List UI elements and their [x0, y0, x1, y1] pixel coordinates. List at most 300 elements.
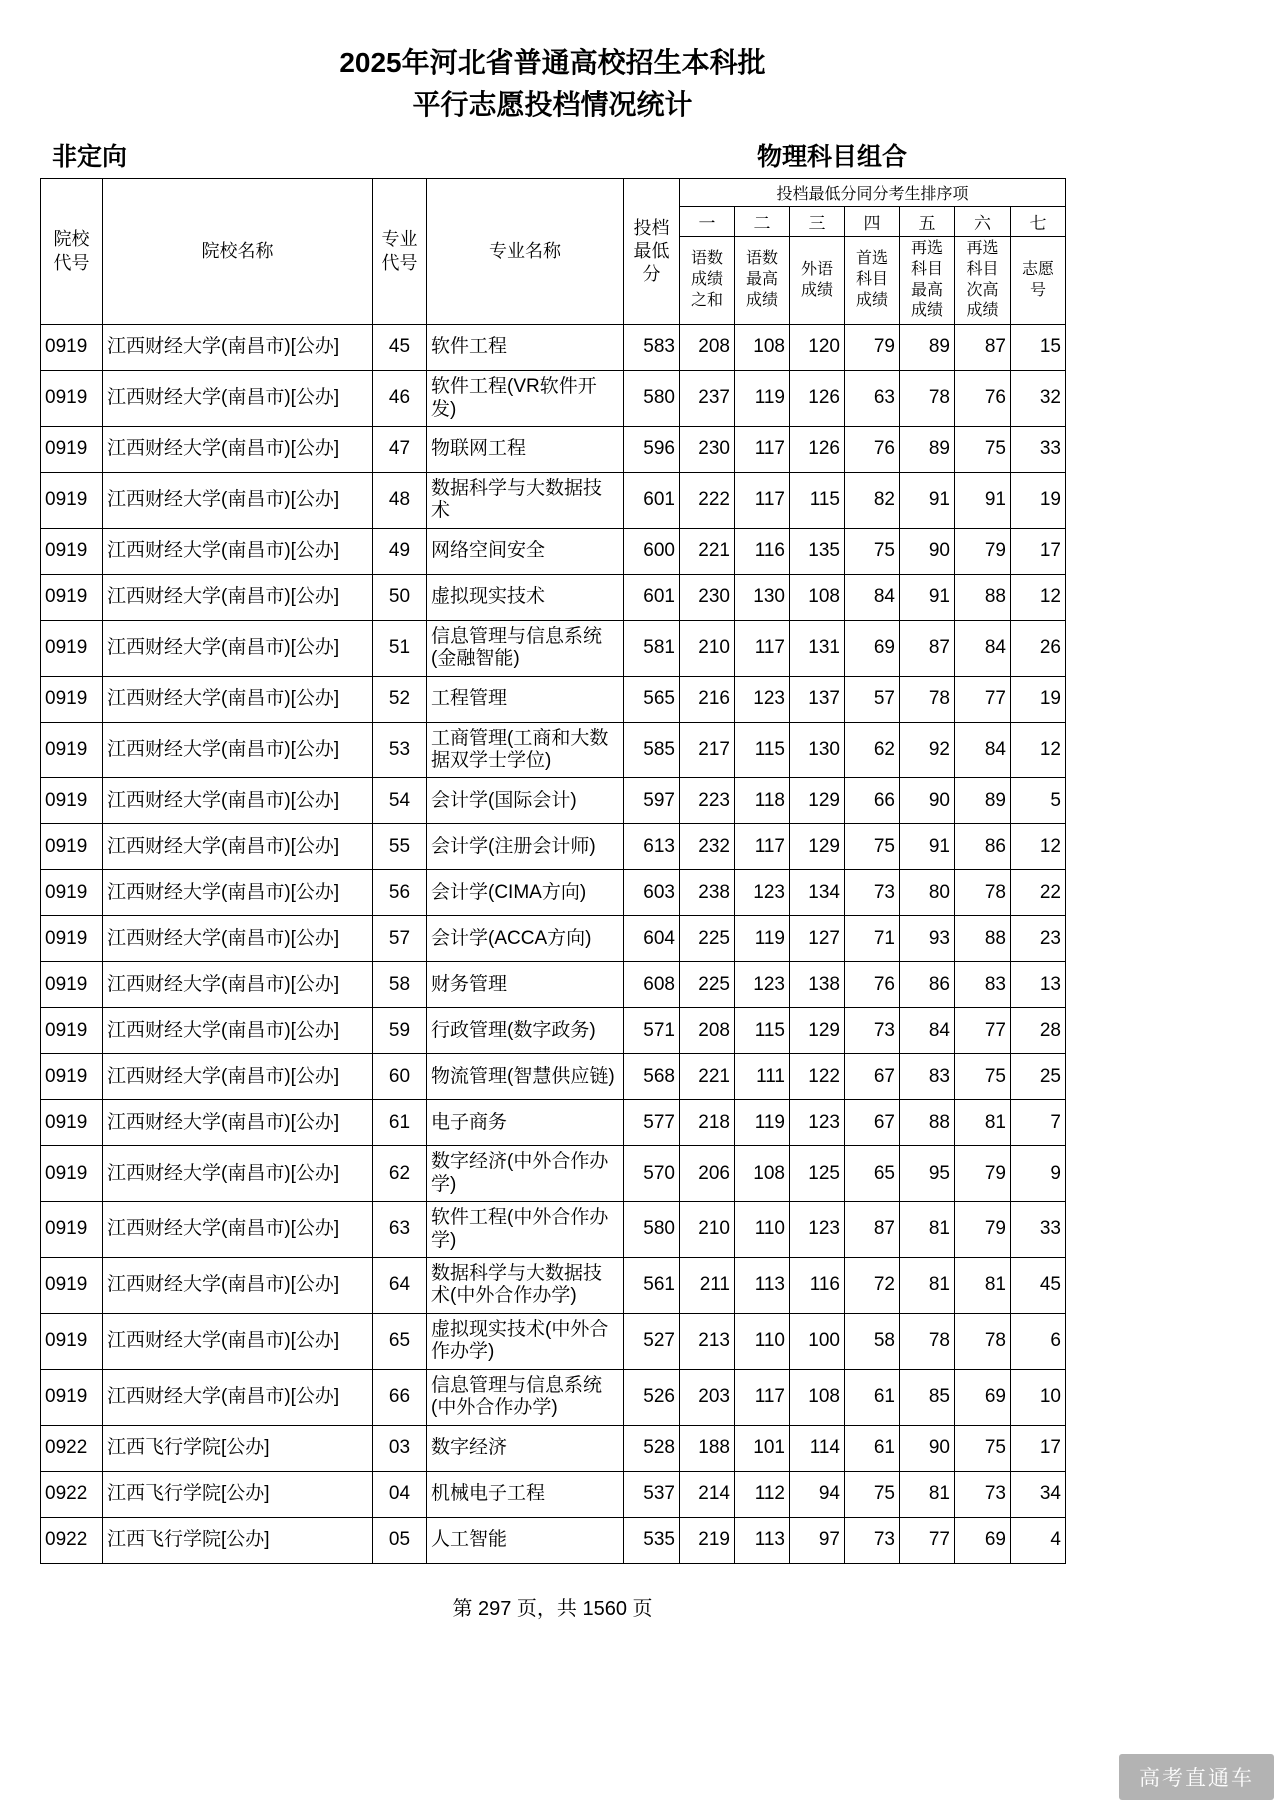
major-code-cell: 50 — [373, 574, 427, 620]
tiebreak-cell-3: 123 — [790, 1202, 845, 1258]
header-college-code: 院校 代号 — [41, 179, 103, 325]
page-title — [40, 42, 1065, 126]
table-row — [41, 528, 1066, 574]
tiebreak-cell-5: 91 — [900, 824, 955, 870]
tiebreak-cell-6: 91 — [955, 473, 1011, 529]
college-name-cell: 江西财经大学(南昌市)[公办] — [103, 1100, 373, 1146]
tiebreak-cell-1: 223 — [680, 778, 735, 824]
major-name-cell: 软件工程 — [427, 325, 624, 371]
major-name-cell: 物流管理(智慧供应链) — [427, 1054, 624, 1100]
header-min-score: 投档 最低 分 — [624, 179, 680, 325]
min-score-cell: 585 — [624, 722, 680, 778]
tiebreak-cell-3: 100 — [790, 1313, 845, 1369]
tiebreak-cell-6: 88 — [955, 916, 1011, 962]
college-name-cell: 江西财经大学(南昌市)[公办] — [103, 824, 373, 870]
tiebreak-cell-3: 135 — [790, 528, 845, 574]
tiebreak-cell-7: 19 — [1011, 676, 1066, 722]
tiebreak-cell-4: 69 — [845, 620, 900, 676]
tiebreak-cell-5: 91 — [900, 574, 955, 620]
table-row — [41, 1369, 1066, 1425]
college-name-cell: 江西财经大学(南昌市)[公办] — [103, 1369, 373, 1425]
tiebreak-cell-4: 76 — [845, 962, 900, 1008]
college-name-cell: 江西财经大学(南昌市)[公办] — [103, 1146, 373, 1202]
header-tiebreak-desc-4: 首选 科目 成绩 — [845, 237, 900, 325]
label-subject-combination: 物理科目组合 — [756, 143, 907, 171]
tiebreak-cell-7: 25 — [1011, 1054, 1066, 1100]
tiebreak-cell-1: 210 — [680, 1202, 735, 1258]
major-name-cell: 数据科学与大数据技术 — [427, 473, 624, 529]
tiebreak-cell-3: 114 — [790, 1425, 845, 1471]
min-score-cell: 565 — [624, 676, 680, 722]
tiebreak-cell-4: 73 — [845, 870, 900, 916]
tiebreak-cell-1: 232 — [680, 824, 735, 870]
min-score-cell: 581 — [624, 620, 680, 676]
college-code-cell: 0922 — [41, 1517, 103, 1563]
tiebreak-cell-1: 206 — [680, 1146, 735, 1202]
header-tiebreak-num-2: 二 — [735, 207, 790, 237]
tiebreak-cell-1: 217 — [680, 722, 735, 778]
tiebreak-cell-4: 76 — [845, 427, 900, 473]
major-code-cell: 60 — [373, 1054, 427, 1100]
tiebreak-cell-7: 7 — [1011, 1100, 1066, 1146]
tiebreak-cell-5: 84 — [900, 1008, 955, 1054]
major-code-cell: 61 — [373, 1100, 427, 1146]
tiebreak-cell-7: 12 — [1011, 722, 1066, 778]
table-row — [41, 427, 1066, 473]
tiebreak-cell-7: 19 — [1011, 473, 1066, 529]
page-number-footer: 第 297 页，共 1560 页 — [452, 1597, 653, 1620]
major-name-cell: 行政管理(数字政务) — [427, 1008, 624, 1054]
table-row — [41, 722, 1066, 778]
college-code-cell: 0919 — [41, 962, 103, 1008]
min-score-cell: 577 — [624, 1100, 680, 1146]
tiebreak-cell-6: 84 — [955, 722, 1011, 778]
tiebreak-cell-2: 115 — [735, 722, 790, 778]
tiebreak-cell-4: 65 — [845, 1146, 900, 1202]
table-row — [41, 1313, 1066, 1369]
tiebreak-cell-6: 87 — [955, 325, 1011, 371]
min-score-cell: 604 — [624, 916, 680, 962]
table-row — [41, 1008, 1066, 1054]
college-name-cell: 江西飞行学院[公办] — [103, 1517, 373, 1563]
tiebreak-cell-4: 75 — [845, 528, 900, 574]
tiebreak-cell-5: 81 — [900, 1202, 955, 1258]
college-name-cell: 江西财经大学(南昌市)[公办] — [103, 427, 373, 473]
tiebreak-cell-6: 81 — [955, 1258, 1011, 1314]
tiebreak-cell-3: 94 — [790, 1471, 845, 1517]
major-name-cell: 机械电子工程 — [427, 1471, 624, 1517]
tiebreak-cell-2: 112 — [735, 1471, 790, 1517]
tiebreak-cell-7: 5 — [1011, 778, 1066, 824]
tiebreak-cell-6: 73 — [955, 1471, 1011, 1517]
college-code-cell: 0919 — [41, 528, 103, 574]
header-tiebreak-desc-2: 语数 最高 成绩 — [735, 237, 790, 325]
header-tiebreak-num-1: 一 — [680, 207, 735, 237]
tiebreak-cell-2: 108 — [735, 325, 790, 371]
min-score-cell: 608 — [624, 962, 680, 1008]
tiebreak-cell-3: 138 — [790, 962, 845, 1008]
min-score-cell: 596 — [624, 427, 680, 473]
tiebreak-cell-6: 77 — [955, 1008, 1011, 1054]
tiebreak-cell-6: 79 — [955, 528, 1011, 574]
tiebreak-cell-1: 203 — [680, 1369, 735, 1425]
tiebreak-cell-2: 117 — [735, 824, 790, 870]
college-name-cell: 江西财经大学(南昌市)[公办] — [103, 1202, 373, 1258]
tiebreak-cell-5: 87 — [900, 620, 955, 676]
table-row — [41, 1202, 1066, 1258]
major-code-cell: 55 — [373, 824, 427, 870]
tiebreak-cell-4: 75 — [845, 1471, 900, 1517]
college-code-cell: 0919 — [41, 824, 103, 870]
tiebreak-cell-5: 90 — [900, 778, 955, 824]
tiebreak-cell-3: 126 — [790, 427, 845, 473]
tiebreak-cell-4: 82 — [845, 473, 900, 529]
tiebreak-cell-7: 32 — [1011, 371, 1066, 427]
major-code-cell: 59 — [373, 1008, 427, 1054]
major-name-cell: 财务管理 — [427, 962, 624, 1008]
major-code-cell: 57 — [373, 916, 427, 962]
tiebreak-cell-3: 108 — [790, 574, 845, 620]
major-name-cell: 物联网工程 — [427, 427, 624, 473]
min-score-cell: 561 — [624, 1258, 680, 1314]
tiebreak-cell-2: 119 — [735, 916, 790, 962]
tiebreak-cell-1: 225 — [680, 962, 735, 1008]
header-tiebreak-num-7: 七 — [1011, 207, 1066, 237]
table-row — [41, 574, 1066, 620]
min-score-cell: 613 — [624, 824, 680, 870]
header-tiebreak-desc-3: 外语 成绩 — [790, 237, 845, 325]
tiebreak-cell-6: 78 — [955, 870, 1011, 916]
header-tiebreak-num-4: 四 — [845, 207, 900, 237]
tiebreak-cell-5: 88 — [900, 1100, 955, 1146]
header-tiebreak-desc-6: 再选 科目 次高 成绩 — [955, 237, 1011, 325]
tiebreak-cell-6: 84 — [955, 620, 1011, 676]
tiebreak-cell-6: 69 — [955, 1517, 1011, 1563]
college-name-cell: 江西财经大学(南昌市)[公办] — [103, 870, 373, 916]
major-code-cell: 62 — [373, 1146, 427, 1202]
college-name-cell: 江西财经大学(南昌市)[公办] — [103, 528, 373, 574]
college-name-cell: 江西飞行学院[公办] — [103, 1471, 373, 1517]
tiebreak-cell-4: 87 — [845, 1202, 900, 1258]
tiebreak-cell-5: 86 — [900, 962, 955, 1008]
major-name-cell: 网络空间安全 — [427, 528, 624, 574]
college-code-cell: 0919 — [41, 371, 103, 427]
major-code-cell: 49 — [373, 528, 427, 574]
tiebreak-cell-6: 69 — [955, 1369, 1011, 1425]
tiebreak-cell-6: 76 — [955, 371, 1011, 427]
table-row — [41, 962, 1066, 1008]
table-body — [41, 325, 1066, 1563]
major-code-cell: 51 — [373, 620, 427, 676]
major-name-cell: 软件工程(VR软件开发) — [427, 371, 624, 427]
tiebreak-cell-1: 208 — [680, 325, 735, 371]
tiebreak-cell-7: 9 — [1011, 1146, 1066, 1202]
min-score-cell: 537 — [624, 1471, 680, 1517]
major-name-cell: 会计学(ACCA方向) — [427, 916, 624, 962]
tiebreak-cell-3: 108 — [790, 1369, 845, 1425]
admission-stats-table — [40, 178, 1066, 1564]
min-score-cell: 597 — [624, 778, 680, 824]
tiebreak-cell-4: 73 — [845, 1517, 900, 1563]
min-score-cell: 601 — [624, 574, 680, 620]
tiebreak-cell-5: 77 — [900, 1517, 955, 1563]
min-score-cell: 601 — [624, 473, 680, 529]
tiebreak-cell-2: 117 — [735, 620, 790, 676]
college-name-cell: 江西财经大学(南昌市)[公办] — [103, 1008, 373, 1054]
min-score-cell: 603 — [624, 870, 680, 916]
tiebreak-cell-6: 79 — [955, 1202, 1011, 1258]
tiebreak-cell-4: 58 — [845, 1313, 900, 1369]
tiebreak-cell-2: 130 — [735, 574, 790, 620]
tiebreak-cell-7: 33 — [1011, 427, 1066, 473]
tiebreak-cell-1: 213 — [680, 1313, 735, 1369]
tiebreak-cell-5: 95 — [900, 1146, 955, 1202]
tiebreak-cell-4: 61 — [845, 1425, 900, 1471]
tiebreak-cell-1: 230 — [680, 427, 735, 473]
major-code-cell: 54 — [373, 778, 427, 824]
min-score-cell: 580 — [624, 1202, 680, 1258]
tiebreak-cell-5: 90 — [900, 1425, 955, 1471]
min-score-cell: 568 — [624, 1054, 680, 1100]
header-major-code: 专业 代号 — [373, 179, 427, 325]
tiebreak-cell-2: 119 — [735, 1100, 790, 1146]
tiebreak-cell-4: 63 — [845, 371, 900, 427]
min-score-cell: 528 — [624, 1425, 680, 1471]
table-row — [41, 1471, 1066, 1517]
tiebreak-cell-3: 126 — [790, 371, 845, 427]
page-title-line2: 平行志愿投档情况统计 — [412, 89, 693, 120]
tiebreak-cell-7: 34 — [1011, 1471, 1066, 1517]
college-code-cell: 0919 — [41, 1054, 103, 1100]
college-name-cell: 江西财经大学(南昌市)[公办] — [103, 371, 373, 427]
college-code-cell: 0919 — [41, 1313, 103, 1369]
college-code-cell: 0922 — [41, 1471, 103, 1517]
tiebreak-cell-3: 116 — [790, 1258, 845, 1314]
header-college-name: 院校名称 — [103, 179, 373, 325]
tiebreak-cell-1: 211 — [680, 1258, 735, 1314]
tiebreak-cell-6: 89 — [955, 778, 1011, 824]
college-name-cell: 江西财经大学(南昌市)[公办] — [103, 1258, 373, 1314]
major-name-cell: 数字经济 — [427, 1425, 624, 1471]
tiebreak-cell-7: 22 — [1011, 870, 1066, 916]
label-non-directional: 非定向 — [52, 143, 128, 171]
tiebreak-cell-4: 75 — [845, 824, 900, 870]
major-code-cell: 04 — [373, 1471, 427, 1517]
tiebreak-cell-4: 79 — [845, 325, 900, 371]
table-row — [41, 916, 1066, 962]
min-score-cell: 535 — [624, 1517, 680, 1563]
tiebreak-cell-1: 216 — [680, 676, 735, 722]
college-code-cell: 0919 — [41, 1008, 103, 1054]
tiebreak-cell-1: 225 — [680, 916, 735, 962]
table-row — [41, 325, 1066, 371]
min-score-cell: 570 — [624, 1146, 680, 1202]
min-score-cell: 571 — [624, 1008, 680, 1054]
tiebreak-cell-6: 78 — [955, 1313, 1011, 1369]
header-tiebreak-desc-7: 志愿 号 — [1011, 237, 1066, 325]
tiebreak-cell-2: 110 — [735, 1313, 790, 1369]
college-code-cell: 0922 — [41, 1425, 103, 1471]
tiebreak-cell-2: 123 — [735, 870, 790, 916]
college-code-cell: 0919 — [41, 676, 103, 722]
tiebreak-cell-4: 57 — [845, 676, 900, 722]
tiebreak-cell-6: 83 — [955, 962, 1011, 1008]
min-score-cell: 600 — [624, 528, 680, 574]
college-code-cell: 0919 — [41, 1202, 103, 1258]
college-name-cell: 江西财经大学(南昌市)[公办] — [103, 1313, 373, 1369]
min-score-cell: 527 — [624, 1313, 680, 1369]
major-code-cell: 64 — [373, 1258, 427, 1314]
major-name-cell: 数据科学与大数据技术(中外合作办学) — [427, 1258, 624, 1314]
tiebreak-cell-2: 113 — [735, 1517, 790, 1563]
college-name-cell: 江西财经大学(南昌市)[公办] — [103, 778, 373, 824]
header-tiebreak-num-3: 三 — [790, 207, 845, 237]
tiebreak-cell-2: 123 — [735, 676, 790, 722]
table-row — [41, 1100, 1066, 1146]
tiebreak-cell-4: 62 — [845, 722, 900, 778]
table-row — [41, 870, 1066, 916]
tiebreak-cell-6: 88 — [955, 574, 1011, 620]
tiebreak-cell-2: 113 — [735, 1258, 790, 1314]
table-row — [41, 1425, 1066, 1471]
major-name-cell: 信息管理与信息系统(金融智能) — [427, 620, 624, 676]
tiebreak-cell-1: 218 — [680, 1100, 735, 1146]
tiebreak-cell-5: 80 — [900, 870, 955, 916]
tiebreak-cell-5: 93 — [900, 916, 955, 962]
header-tiebreak-num-6: 六 — [955, 207, 1011, 237]
tiebreak-cell-7: 33 — [1011, 1202, 1066, 1258]
tiebreak-cell-1: 238 — [680, 870, 735, 916]
tiebreak-cell-2: 110 — [735, 1202, 790, 1258]
tiebreak-cell-1: 222 — [680, 473, 735, 529]
tiebreak-cell-5: 91 — [900, 473, 955, 529]
major-code-cell: 66 — [373, 1369, 427, 1425]
tiebreak-cell-2: 116 — [735, 528, 790, 574]
major-code-cell: 46 — [373, 371, 427, 427]
college-name-cell: 江西财经大学(南昌市)[公办] — [103, 722, 373, 778]
tiebreak-cell-6: 81 — [955, 1100, 1011, 1146]
college-code-cell: 0919 — [41, 325, 103, 371]
section-labels — [40, 142, 1065, 172]
table-row — [41, 1146, 1066, 1202]
tiebreak-cell-7: 15 — [1011, 325, 1066, 371]
major-code-cell: 03 — [373, 1425, 427, 1471]
min-score-cell: 526 — [624, 1369, 680, 1425]
tiebreak-cell-3: 129 — [790, 1008, 845, 1054]
tiebreak-cell-5: 83 — [900, 1054, 955, 1100]
major-code-cell: 63 — [373, 1202, 427, 1258]
tiebreak-cell-3: 129 — [790, 778, 845, 824]
tiebreak-cell-4: 84 — [845, 574, 900, 620]
tiebreak-cell-6: 75 — [955, 1054, 1011, 1100]
major-code-cell: 05 — [373, 1517, 427, 1563]
major-code-cell: 52 — [373, 676, 427, 722]
table-row — [41, 1517, 1066, 1563]
tiebreak-cell-3: 134 — [790, 870, 845, 916]
tiebreak-cell-5: 81 — [900, 1471, 955, 1517]
watermark-badge: 高考直通车 — [1119, 1754, 1274, 1800]
tiebreak-cell-5: 78 — [900, 371, 955, 427]
page-title-line1: 2025年河北省普通高校招生本科批 — [339, 47, 766, 78]
tiebreak-cell-2: 117 — [735, 427, 790, 473]
tiebreak-cell-7: 12 — [1011, 574, 1066, 620]
tiebreak-cell-5: 78 — [900, 1313, 955, 1369]
header-tiebreak-group: 投档最低分同分考生排序项 — [680, 179, 1066, 207]
min-score-cell: 580 — [624, 371, 680, 427]
tiebreak-cell-3: 115 — [790, 473, 845, 529]
tiebreak-cell-2: 118 — [735, 778, 790, 824]
college-code-cell: 0919 — [41, 473, 103, 529]
tiebreak-cell-2: 123 — [735, 962, 790, 1008]
tiebreak-cell-3: 97 — [790, 1517, 845, 1563]
tiebreak-cell-7: 26 — [1011, 620, 1066, 676]
tiebreak-cell-6: 75 — [955, 427, 1011, 473]
major-name-cell: 会计学(注册会计师) — [427, 824, 624, 870]
table-row — [41, 824, 1066, 870]
college-name-cell: 江西财经大学(南昌市)[公办] — [103, 676, 373, 722]
tiebreak-cell-2: 117 — [735, 1369, 790, 1425]
header-major-name: 专业名称 — [427, 179, 624, 325]
tiebreak-cell-3: 131 — [790, 620, 845, 676]
major-name-cell: 会计学(CIMA方向) — [427, 870, 624, 916]
tiebreak-cell-5: 78 — [900, 676, 955, 722]
table-header — [41, 179, 1066, 325]
college-name-cell: 江西财经大学(南昌市)[公办] — [103, 574, 373, 620]
major-code-cell: 48 — [373, 473, 427, 529]
tiebreak-cell-7: 17 — [1011, 1425, 1066, 1471]
major-name-cell: 工程管理 — [427, 676, 624, 722]
tiebreak-cell-7: 45 — [1011, 1258, 1066, 1314]
table-row — [41, 1054, 1066, 1100]
college-code-cell: 0919 — [41, 427, 103, 473]
tiebreak-cell-4: 67 — [845, 1100, 900, 1146]
college-name-cell: 江西财经大学(南昌市)[公办] — [103, 325, 373, 371]
tiebreak-cell-4: 67 — [845, 1054, 900, 1100]
tiebreak-cell-7: 6 — [1011, 1313, 1066, 1369]
major-name-cell: 人工智能 — [427, 1517, 624, 1563]
major-name-cell: 信息管理与信息系统(中外合作办学) — [427, 1369, 624, 1425]
tiebreak-cell-4: 61 — [845, 1369, 900, 1425]
tiebreak-cell-3: 129 — [790, 824, 845, 870]
tiebreak-cell-6: 75 — [955, 1425, 1011, 1471]
college-code-cell: 0919 — [41, 870, 103, 916]
tiebreak-cell-2: 117 — [735, 473, 790, 529]
content-area — [40, 0, 1065, 1621]
major-code-cell: 65 — [373, 1313, 427, 1369]
tiebreak-cell-7: 10 — [1011, 1369, 1066, 1425]
college-code-cell: 0919 — [41, 1369, 103, 1425]
tiebreak-cell-5: 89 — [900, 427, 955, 473]
major-code-cell: 58 — [373, 962, 427, 1008]
college-code-cell: 0919 — [41, 778, 103, 824]
tiebreak-cell-7: 13 — [1011, 962, 1066, 1008]
tiebreak-cell-4: 72 — [845, 1258, 900, 1314]
tiebreak-cell-1: 219 — [680, 1517, 735, 1563]
college-code-cell: 0919 — [41, 916, 103, 962]
college-code-cell: 0919 — [41, 1100, 103, 1146]
college-code-cell: 0919 — [41, 574, 103, 620]
major-name-cell: 虚拟现实技术 — [427, 574, 624, 620]
tiebreak-cell-3: 122 — [790, 1054, 845, 1100]
header-tiebreak-num-5: 五 — [900, 207, 955, 237]
tiebreak-cell-3: 127 — [790, 916, 845, 962]
college-name-cell: 江西财经大学(南昌市)[公办] — [103, 1054, 373, 1100]
tiebreak-cell-1: 221 — [680, 1054, 735, 1100]
tiebreak-cell-5: 85 — [900, 1369, 955, 1425]
tiebreak-cell-2: 101 — [735, 1425, 790, 1471]
college-name-cell: 江西财经大学(南昌市)[公办] — [103, 620, 373, 676]
table-row — [41, 1258, 1066, 1314]
